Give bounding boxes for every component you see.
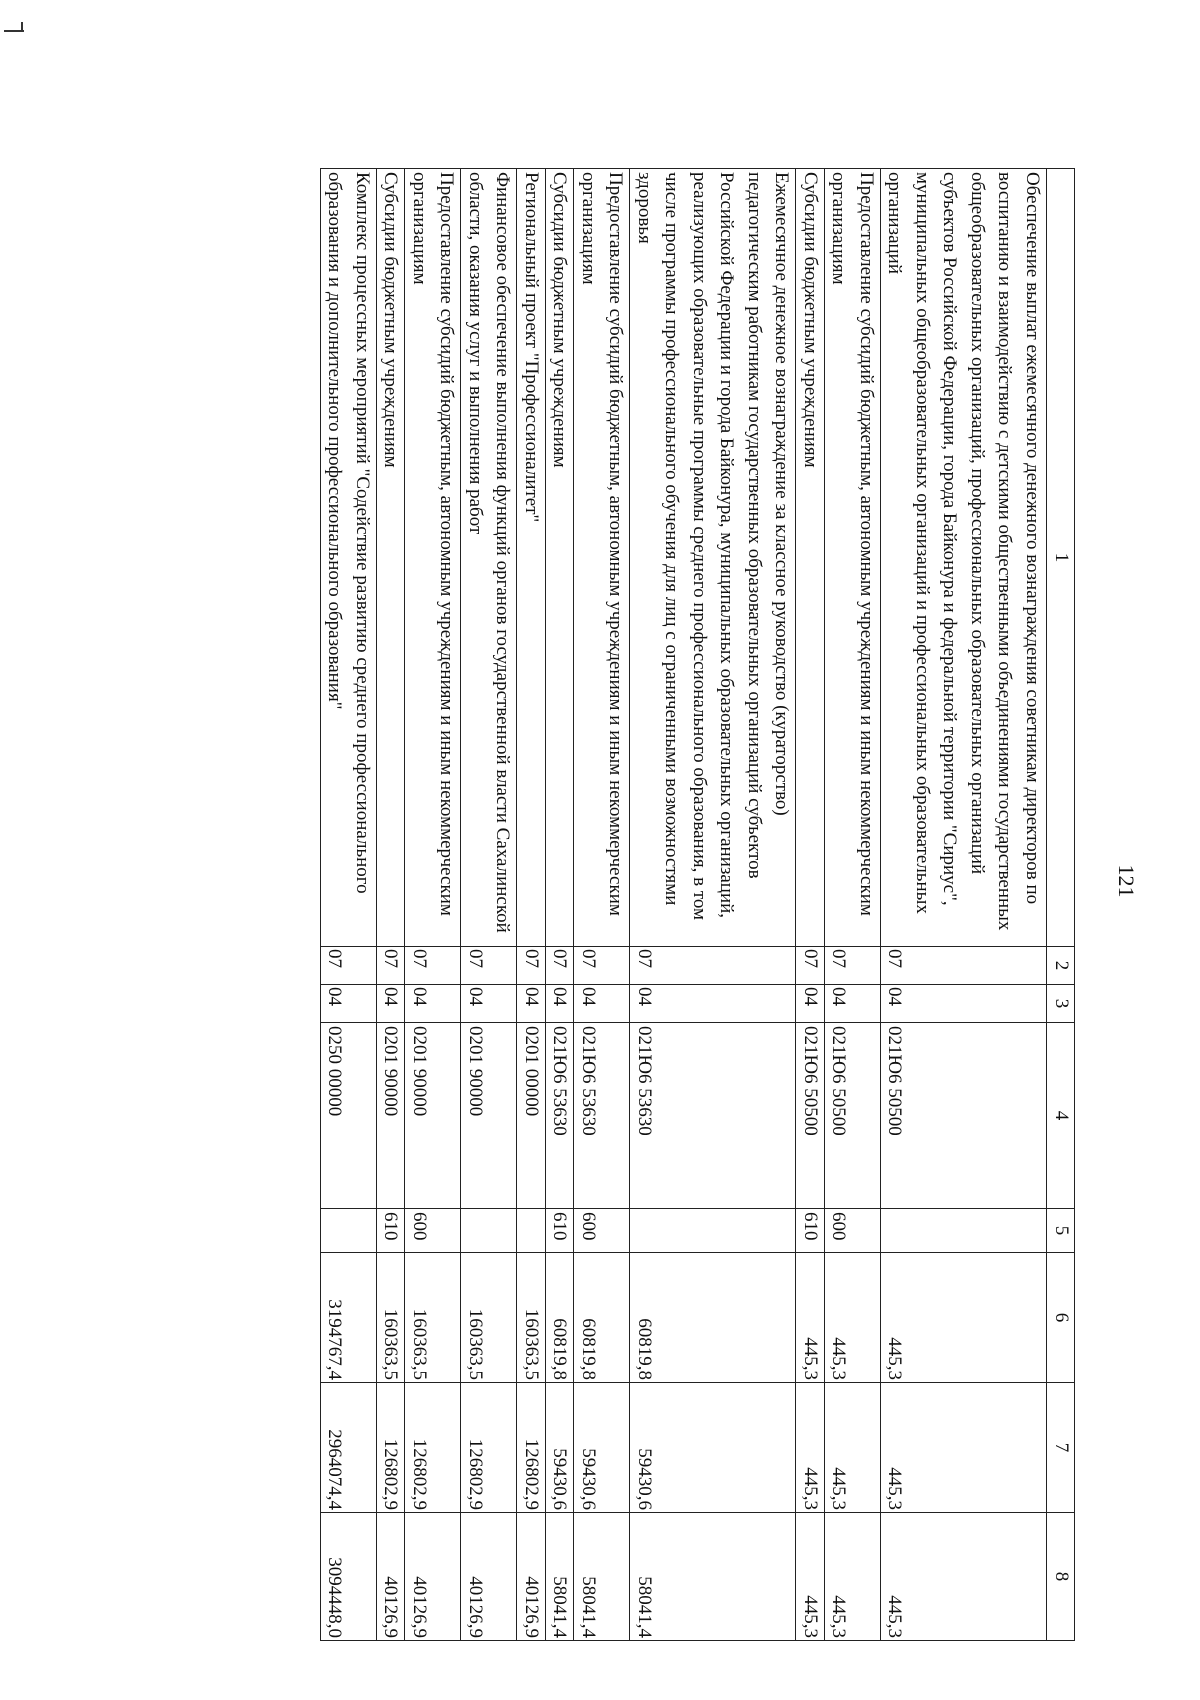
amount-year-2-cell: 126802,9: [517, 1383, 546, 1513]
section-code-cell: 07: [574, 947, 630, 985]
amount-year-1-cell: 160363,5: [405, 1253, 461, 1383]
expense-type-cell: 610: [796, 1209, 825, 1253]
table-row: [574, 169, 630, 1641]
amount-year-3-cell: 58041,4: [546, 1513, 575, 1641]
expense-type-cell: 610: [546, 1209, 575, 1253]
amount-year-1-cell: 60819,8: [630, 1253, 796, 1383]
subsection-code-cell: 04: [461, 985, 517, 1023]
section-code-cell: 07: [881, 947, 1047, 985]
section-code-cell: 07: [796, 947, 825, 985]
section-code-cell: 07: [825, 947, 881, 985]
description-cell: Субсидии бюджетным учреждениям: [377, 169, 406, 947]
amount-year-1-cell: 160363,5: [517, 1253, 546, 1383]
table-row: [796, 169, 825, 1641]
section-code-cell: 07: [630, 947, 796, 985]
amount-year-3-cell: 3094448,0: [321, 1513, 377, 1641]
amount-year-2-cell: 445,3: [796, 1383, 825, 1513]
description-cell: Обеспечение выплат ежемесячного денежного вознаграждения советникам директоров по воспитанию и взаимодействию с детскими общественными объединениями государственных общеобразовательных организаций, профессиональных образовательных организаций субъектов Российской Федерации, города Байконура и федеральной территории "Сириус", муниципальных общеобразовательных организаций и профессиональных образовательных организаций: [881, 169, 1047, 947]
section-code-cell: 07: [461, 947, 517, 985]
header-col-6: 6: [1047, 1253, 1075, 1383]
amount-year-2-cell: 59430,6: [574, 1383, 630, 1513]
expense-type-cell: [881, 1209, 1047, 1253]
target-article-cell: 021Ю6 53630: [630, 1023, 796, 1209]
header-col-5: 5: [1047, 1209, 1075, 1253]
subsection-code-cell: 04: [825, 985, 881, 1023]
description-cell: Предоставление субсидий бюджетным, автономным учреждениям и иным некоммерческим организациям: [405, 169, 461, 947]
amount-year-1-cell: 160363,5: [377, 1253, 406, 1383]
target-article-cell: 0201 90000: [405, 1023, 461, 1209]
table-row: [377, 169, 406, 1641]
description-cell: Региональный проект "Профессионалитет": [517, 169, 546, 947]
expense-type-cell: [461, 1209, 517, 1253]
amount-year-1-cell: 160363,5: [461, 1253, 517, 1383]
table-header-row: [1047, 169, 1075, 1641]
target-article-cell: 021Ю6 53630: [574, 1023, 630, 1209]
description-cell: Ежемесячное денежное вознаграждение за классное руководство (кураторство) педагогическим работникам государственных образовательных организаций субъектов Российской Федерации и города Байконура, муниципальных образовательных организаций, реализующих образовательные программы среднего профессионального образования, в том числе программы профессионального обучения для лиц с ограниченными возможностями здоровья: [630, 169, 796, 947]
amount-year-2-cell: 59430,6: [630, 1383, 796, 1513]
scan-corner-mark: [4, 22, 28, 26]
description-cell: Субсидии бюджетным учреждениям: [546, 169, 575, 947]
expense-type-cell: [517, 1209, 546, 1253]
section-code-cell: 07: [321, 947, 377, 985]
expense-type-cell: [321, 1209, 377, 1253]
amount-year-1-cell: 60819,8: [546, 1253, 575, 1383]
header-col-1: 1: [1047, 169, 1075, 947]
amount-year-3-cell: 445,3: [825, 1513, 881, 1641]
section-code-cell: 07: [546, 947, 575, 985]
target-article-cell: 021Ю6 53630: [546, 1023, 575, 1209]
amount-year-3-cell: 445,3: [881, 1513, 1047, 1641]
expense-type-cell: 600: [405, 1209, 461, 1253]
amount-year-1-cell: 3194767,4: [321, 1253, 377, 1383]
subsection-code-cell: 04: [630, 985, 796, 1023]
subsection-code-cell: 04: [796, 985, 825, 1023]
description-cell: Предоставление субсидий бюджетным, автономным учреждениям и иным некоммерческим организациям: [574, 169, 630, 947]
subsection-code-cell: 04: [377, 985, 406, 1023]
amount-year-2-cell: 126802,9: [461, 1383, 517, 1513]
amount-year-2-cell: 126802,9: [377, 1383, 406, 1513]
description-cell: Предоставление субсидий бюджетным, автономным учреждениям и иным некоммерческим организациям: [825, 169, 881, 947]
target-article-cell: 0201 90000: [461, 1023, 517, 1209]
description-cell: Финансовое обеспечение выполнения функций органов государственной власти Сахалинской области, оказания услуг и выполнения работ: [461, 169, 517, 947]
subsection-code-cell: 04: [405, 985, 461, 1023]
amount-year-3-cell: 40126,9: [461, 1513, 517, 1641]
amount-year-3-cell: 58041,4: [630, 1513, 796, 1641]
target-article-cell: 0250 00000: [321, 1023, 377, 1209]
table-row: [630, 169, 796, 1641]
section-code-cell: 07: [405, 947, 461, 985]
amount-year-3-cell: 58041,4: [574, 1513, 630, 1641]
subsection-code-cell: 04: [321, 985, 377, 1023]
amount-year-2-cell: 126802,9: [405, 1383, 461, 1513]
description-cell: Субсидии бюджетным учреждениям: [796, 169, 825, 947]
section-code-cell: 07: [377, 947, 406, 985]
amount-year-1-cell: 445,3: [796, 1253, 825, 1383]
header-col-7: 7: [1047, 1383, 1075, 1513]
header-col-8: 8: [1047, 1513, 1075, 1641]
page-number: 121: [1114, 864, 1139, 898]
table-row: [881, 169, 1047, 1641]
table-row: [517, 169, 546, 1641]
table-row: [461, 169, 517, 1641]
header-col-2: 2: [1047, 947, 1075, 985]
target-article-cell: 0201 00000: [517, 1023, 546, 1209]
description-cell: Комплекс процессных мероприятий "Содействие развитию среднего профессионального образования и дополнительного профессионального образования": [321, 169, 377, 947]
amount-year-1-cell: 60819,8: [574, 1253, 630, 1383]
amount-year-2-cell: 445,3: [881, 1383, 1047, 1513]
header-col-4: 4: [1047, 1023, 1075, 1209]
table-row: [825, 169, 881, 1641]
subsection-code-cell: 04: [546, 985, 575, 1023]
expense-type-cell: 610: [377, 1209, 406, 1253]
budget-table-page: [118, 168, 1075, 1640]
expense-type-cell: 600: [574, 1209, 630, 1253]
amount-year-1-cell: 445,3: [825, 1253, 881, 1383]
target-article-cell: 0201 90000: [377, 1023, 406, 1209]
amount-year-3-cell: 40126,9: [405, 1513, 461, 1641]
target-article-cell: 021Ю6 50500: [825, 1023, 881, 1209]
amount-year-2-cell: 445,3: [825, 1383, 881, 1513]
expense-type-cell: [630, 1209, 796, 1253]
table-row: [321, 169, 377, 1641]
subsection-code-cell: 04: [574, 985, 630, 1023]
header-col-3: 3: [1047, 985, 1075, 1023]
amount-year-1-cell: 445,3: [881, 1253, 1047, 1383]
amount-year-3-cell: 40126,9: [377, 1513, 406, 1641]
section-code-cell: 07: [517, 947, 546, 985]
target-article-cell: 021Ю6 50500: [881, 1023, 1047, 1209]
amount-year-3-cell: 445,3: [796, 1513, 825, 1641]
amount-year-3-cell: 40126,9: [517, 1513, 546, 1641]
amount-year-2-cell: 59430,6: [546, 1383, 575, 1513]
expense-type-cell: 600: [825, 1209, 881, 1253]
subsection-code-cell: 04: [517, 985, 546, 1023]
target-article-cell: 021Ю6 50500: [796, 1023, 825, 1209]
budget-table: [320, 168, 1075, 1641]
subsection-code-cell: 04: [881, 985, 1047, 1023]
table-row: [405, 169, 461, 1641]
amount-year-2-cell: 2964074,4: [321, 1383, 377, 1513]
table-row: [546, 169, 575, 1641]
